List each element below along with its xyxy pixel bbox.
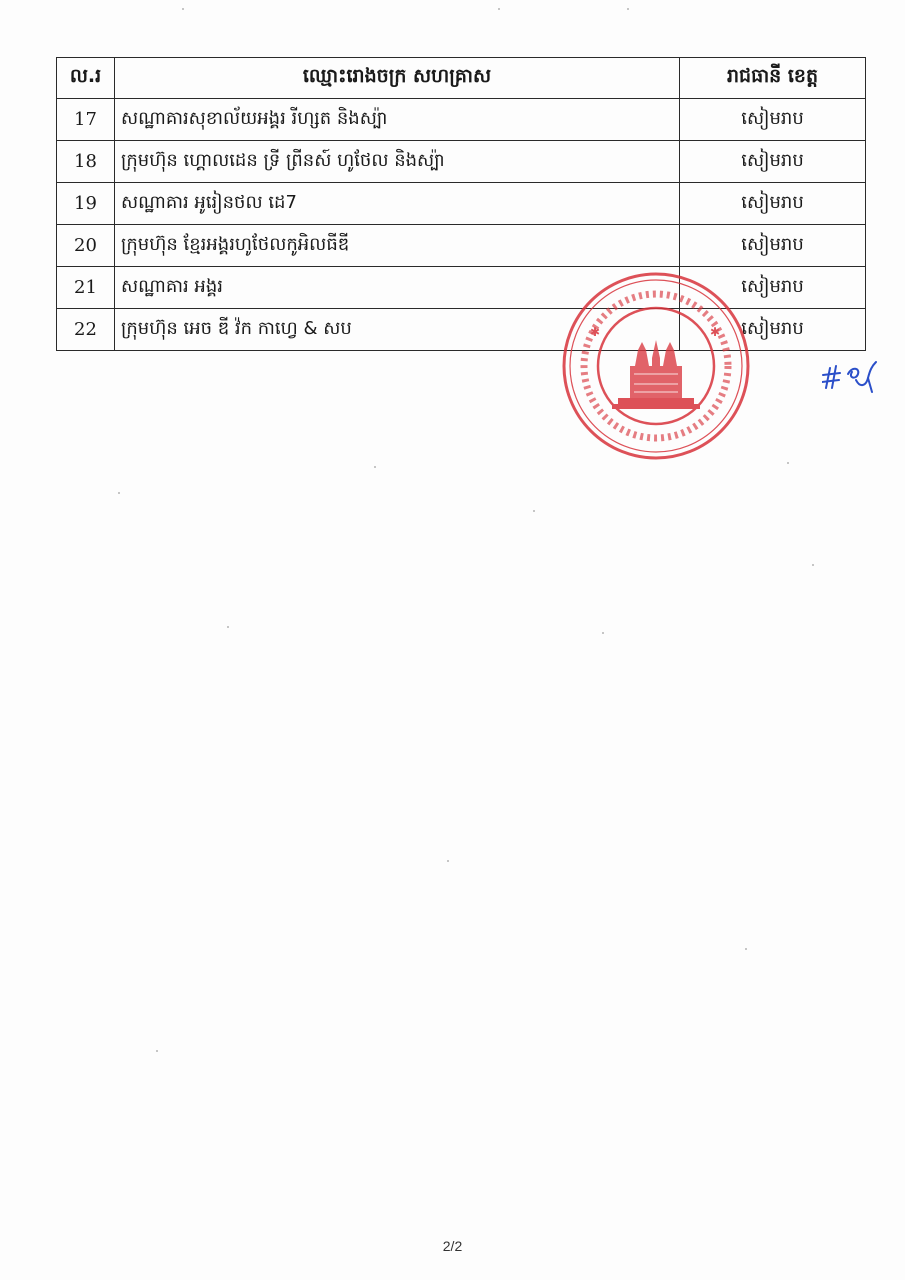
header-enterprise-name: ឈ្មោះរោងចក្រ សហគ្រាស (115, 58, 680, 99)
row-province: សៀមរាប (680, 225, 866, 267)
scan-speck (627, 8, 629, 10)
row-enterprise-name: សណ្ឋាគារសុខាល័យអង្គរ រីហ្សត និងស្ប៉ា (115, 99, 680, 141)
table-header-row (57, 58, 866, 99)
scan-speck (227, 626, 229, 628)
scan-speck (787, 462, 789, 464)
header-province: រាជធានី ខេត្ត (680, 58, 866, 99)
scan-speck (182, 8, 184, 10)
row-province: សៀមរាប (680, 183, 866, 225)
scan-speck (533, 510, 535, 512)
table-row (57, 141, 866, 183)
table-row (57, 225, 866, 267)
scan-speck (812, 564, 814, 566)
row-enterprise-name: សណ្ឋាគារ អង្គរ (115, 267, 680, 309)
scan-speck (498, 8, 500, 10)
table-row (57, 183, 866, 225)
scan-speck (602, 632, 604, 634)
header-number: ល.រ (57, 58, 115, 99)
signature-icon (822, 358, 878, 394)
row-province: សៀមរាប (680, 99, 866, 141)
row-number: 18 (57, 141, 115, 183)
page-number: 2/2 (442, 1238, 463, 1254)
scan-speck (156, 1050, 158, 1052)
scan-speck (118, 492, 120, 494)
row-number: 21 (57, 267, 115, 309)
row-enterprise-name: ក្រុមហ៊ុន ហ្គោលដេន ទ្រី ព្រីនស៍ ហូថែល និងស្ប៉ា (115, 141, 680, 183)
row-province: សៀមរាប (680, 141, 866, 183)
svg-text:✱: ✱ (590, 325, 601, 339)
row-enterprise-name: ក្រុមហ៊ុន ខ្មែរអង្គរហូថែលកូអិលធីឌី (115, 225, 680, 267)
row-province: សៀមរាប (680, 309, 866, 351)
scan-speck (745, 948, 747, 950)
scan-speck (447, 860, 449, 862)
scan-speck (374, 466, 376, 468)
row-number: 22 (57, 309, 115, 351)
row-enterprise-name: សណ្ឋាគារ អូរៀនថល ដេ7 (115, 183, 680, 225)
row-number: 20 (57, 225, 115, 267)
official-seal-icon (560, 270, 752, 462)
row-province: សៀមរាប (680, 267, 866, 309)
row-number: 19 (57, 183, 115, 225)
row-number: 17 (57, 99, 115, 141)
svg-text:✱: ✱ (710, 325, 721, 339)
table-row (57, 99, 866, 141)
row-enterprise-name: ក្រុមហ៊ុន អេច ឌី វ៉ក កាហ្វេ & សប (115, 309, 680, 351)
